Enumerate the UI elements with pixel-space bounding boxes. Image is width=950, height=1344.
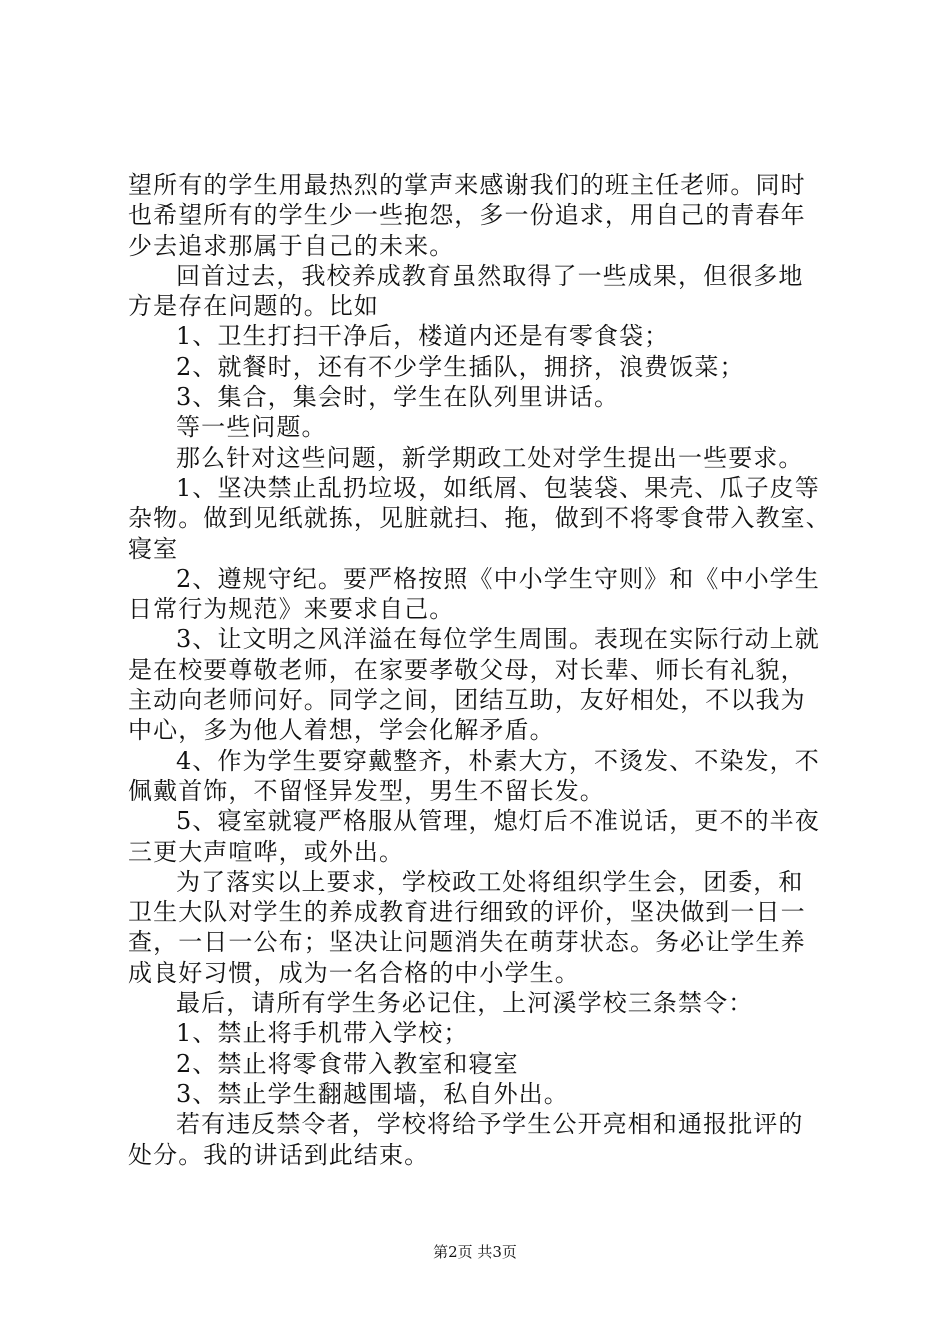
text-line: 3、集合，集会时，学生在队列里讲话。 — [176, 383, 620, 412]
text-line: 也希望所有的学生少一些抱怨，多一份追求，用自己的青春年 — [128, 201, 806, 230]
text-line: 1、禁止将手机带入学校； — [176, 1019, 469, 1048]
text-line: 2、禁止将零食带入教室和寝室 — [176, 1049, 519, 1078]
text-line: 望所有的学生用最热烈的掌声来感谢我们的班主任老师。同时 — [128, 171, 806, 199]
body-text — [128, 170, 831, 1170]
text-line: 2、就餐时，还有不少学生插队，拥挤，浪费饭菜； — [176, 352, 745, 381]
text-line: 佩戴首饰，不留怪异发型，男生不留长发。 — [128, 776, 605, 805]
text-line: 3、让文明之风洋溢在每位学生周围。表现在实际行动上就 — [176, 625, 820, 654]
text-line: 最后，请所有学生务必记住，上河溪学校三条禁令： — [176, 989, 754, 1018]
text-line: 2、遵规守纪。要严格按照《中小学生守则》和《中小学生 — [176, 564, 820, 593]
text-line: 1、坚决禁止乱扔垃圾，如纸屑、包装袋、果壳、瓜子皮等 — [176, 473, 820, 502]
text-line: 那么针对这些问题，新学期政工处对学生提出一些要求。 — [176, 443, 804, 472]
text-line: 三更大声喧哗，或外出。 — [128, 837, 405, 866]
text-line: 回首过去，我校养成教育虽然取得了一些成果，但很多地 — [176, 261, 804, 290]
text-line: 成良好习惯，成为一名合格的中小学生。 — [128, 958, 580, 987]
text-line: 少去追求那属于自己的未来。 — [128, 231, 455, 260]
text-line: 等一些问题。 — [176, 413, 327, 442]
text-line: 5、寝室就寝严格服从管理，熄灯后不准说话，更不的半夜 — [176, 807, 820, 836]
text-line: 是在校要尊敬老师，在家要孝敬父母，对长辈、师长有礼貌， — [128, 655, 806, 684]
text-line: 方是存在问题的。比如 — [128, 292, 379, 321]
text-line: 寝室 — [128, 534, 179, 563]
text-line: 3、禁止学生翻越围墙，私自外出。 — [176, 1079, 569, 1108]
text-line: 日常行为规范》来要求自己。 — [128, 595, 455, 624]
text-line: 4、作为学生要穿戴整齐，朴素大方，不烫发、不染发，不 — [176, 746, 820, 775]
text-line: 1、卫生打扫干净后，楼道内还是有零食袋； — [176, 322, 670, 351]
page-footer: 第2页 共3页 — [433, 1243, 517, 1261]
text-line: 主动向老师问好。同学之间，团结互助，友好相处，不以我为 — [128, 686, 806, 715]
text-line: 若有违反禁令者，学校将给予学生公开亮相和通报批评的 — [176, 1110, 804, 1139]
text-line: 处分。我的讲话到此结束。 — [128, 1140, 430, 1169]
text-line: 卫生大队对学生的养成教育进行细致的评价，坚决做到一日一 — [128, 898, 806, 927]
text-line: 查，一日一公布；坚决让问题消失在萌芽状态。务必让学生养 — [128, 928, 806, 957]
text-line: 杂物。做到见纸就拣，见脏就扫、拖，做到不将零食带入教室、 — [128, 504, 831, 533]
text-line: 中心，多为他人着想，学会化解矛盾。 — [128, 716, 555, 745]
text-line: 为了落实以上要求，学校政工处将组织学生会，团委，和 — [176, 867, 804, 896]
